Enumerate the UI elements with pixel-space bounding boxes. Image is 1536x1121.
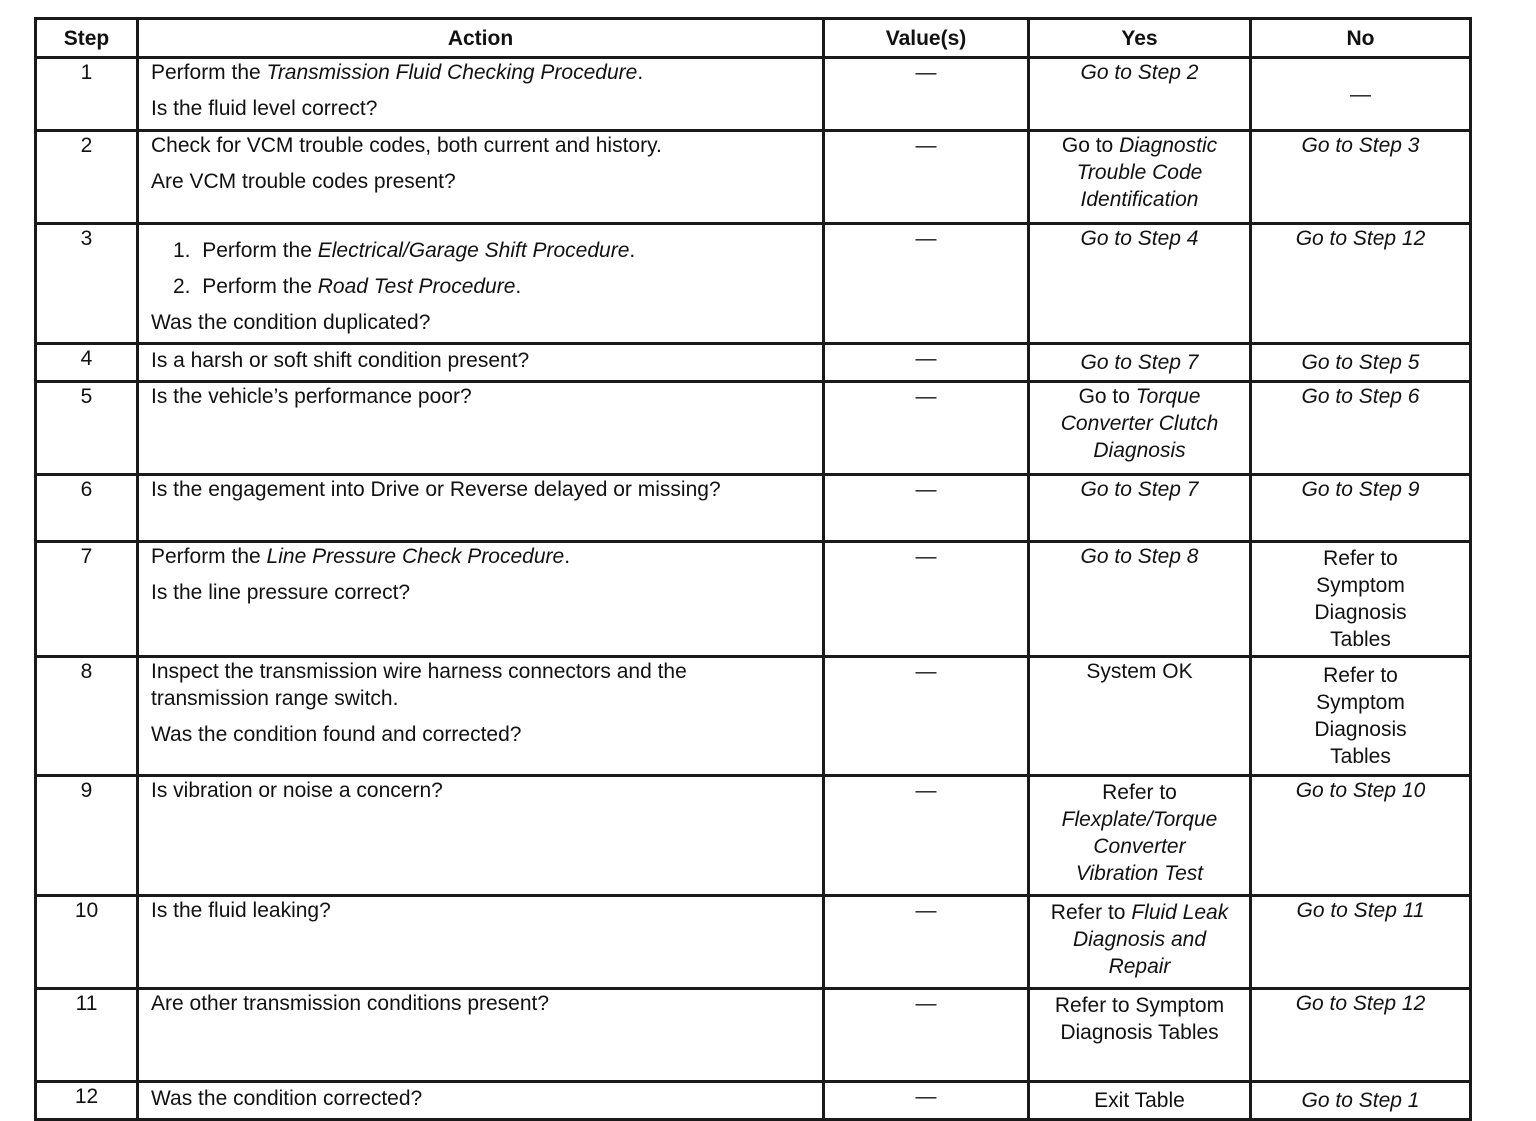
header-action: Action <box>138 19 824 58</box>
action-cell: Are other transmission conditions present? <box>138 989 824 1082</box>
no-cell: — <box>1251 58 1471 131</box>
step-number: 5 <box>36 382 138 475</box>
no-cell: Go to Step 3 <box>1251 131 1471 224</box>
action-cell: Is vibration or noise a concern? <box>138 776 824 896</box>
yes-cell: System OK <box>1029 657 1251 776</box>
value-cell: — <box>824 58 1029 131</box>
no-cell: Go to Step 5 <box>1251 344 1471 382</box>
yes-cell: Go to Step 7 <box>1029 475 1251 542</box>
no-cell: Go to Step 6 <box>1251 382 1471 475</box>
value-cell: — <box>824 475 1029 542</box>
no-cell: Go to Step 12 <box>1251 989 1471 1082</box>
yes-cell: Go to Diagnostic Trouble Code Identification <box>1029 131 1251 224</box>
value-cell: — <box>824 542 1029 657</box>
header-no: No <box>1251 19 1471 58</box>
value-cell: — <box>824 776 1029 896</box>
step-number: 9 <box>36 776 138 896</box>
no-cell: Go to Step 12 <box>1251 224 1471 344</box>
table-row <box>36 657 1471 776</box>
action-cell: 1. Perform the Electrical/Garage Shift Procedure. 2. Perform the Road Test Procedure. Was the condition duplicated? <box>138 224 824 344</box>
action-cell: Is a harsh or soft shift condition present? <box>138 344 824 382</box>
no-cell: Refer to Symptom Diagnosis Tables <box>1251 657 1471 776</box>
table-row <box>36 776 1471 896</box>
step-number: 8 <box>36 657 138 776</box>
value-cell: — <box>824 131 1029 224</box>
action-cell: Is the vehicle’s performance poor? <box>138 382 824 475</box>
step-number: 4 <box>36 344 138 382</box>
value-cell: — <box>824 896 1029 989</box>
table-row <box>36 344 1471 382</box>
yes-cell: Go to Step 8 <box>1029 542 1251 657</box>
table-row <box>36 131 1471 224</box>
header-value: Value(s) <box>824 19 1029 58</box>
yes-cell: Go to Torque Converter Clutch Diagnosis <box>1029 382 1251 475</box>
no-cell: Refer to Symptom Diagnosis Tables <box>1251 542 1471 657</box>
no-cell: Go to Step 10 <box>1251 776 1471 896</box>
value-cell: — <box>824 989 1029 1082</box>
table-row <box>36 58 1471 131</box>
no-cell: Go to Step 11 <box>1251 896 1471 989</box>
action-cell: Is the engagement into Drive or Reverse delayed or missing? <box>138 475 824 542</box>
yes-cell: Refer to Fluid Leak Diagnosis and Repair <box>1029 896 1251 989</box>
yes-cell: Refer to Flexplate/Torque Converter Vibration Test <box>1029 776 1251 896</box>
table-row <box>36 1082 1471 1120</box>
action-cell: Is the fluid leaking? <box>138 896 824 989</box>
action-cell: Perform the Transmission Fluid Checking Procedure. Is the fluid level correct? <box>138 58 824 131</box>
diagnostic-table <box>34 17 1472 1121</box>
action-cell: Check for VCM trouble codes, both current and history. Are VCM trouble codes present? <box>138 131 824 224</box>
step-number: 7 <box>36 542 138 657</box>
table-row <box>36 896 1471 989</box>
no-cell: Go to Step 1 <box>1251 1082 1471 1120</box>
step-number: 3 <box>36 224 138 344</box>
action-cell: Inspect the transmission wire harness connectors and the transmission range switch. Was the condition found and corrected? <box>138 657 824 776</box>
table-row <box>36 382 1471 475</box>
step-number: 10 <box>36 896 138 989</box>
table-row <box>36 475 1471 542</box>
yes-cell: Go to Step 4 <box>1029 224 1251 344</box>
no-cell: Go to Step 9 <box>1251 475 1471 542</box>
yes-cell: Go to Step 7 <box>1029 344 1251 382</box>
yes-cell: Refer to Symptom Diagnosis Tables <box>1029 989 1251 1082</box>
header-yes: Yes <box>1029 19 1251 58</box>
value-cell: — <box>824 344 1029 382</box>
step-number: 6 <box>36 475 138 542</box>
yes-cell: Exit Table <box>1029 1082 1251 1120</box>
action-cell: Perform the Line Pressure Check Procedure. Is the line pressure correct? <box>138 542 824 657</box>
table-row <box>36 224 1471 344</box>
value-cell: — <box>824 657 1029 776</box>
header-step: Step <box>36 19 138 58</box>
yes-cell: Go to Step 2 <box>1029 58 1251 131</box>
step-number: 11 <box>36 989 138 1082</box>
value-cell: — <box>824 382 1029 475</box>
action-cell: Was the condition corrected? <box>138 1082 824 1120</box>
table-row <box>36 542 1471 657</box>
step-number: 1 <box>36 58 138 131</box>
value-cell: — <box>824 1082 1029 1120</box>
header-row <box>36 19 1471 58</box>
value-cell: — <box>824 224 1029 344</box>
step-number: 2 <box>36 131 138 224</box>
step-number: 12 <box>36 1082 138 1120</box>
table-row <box>36 989 1471 1082</box>
